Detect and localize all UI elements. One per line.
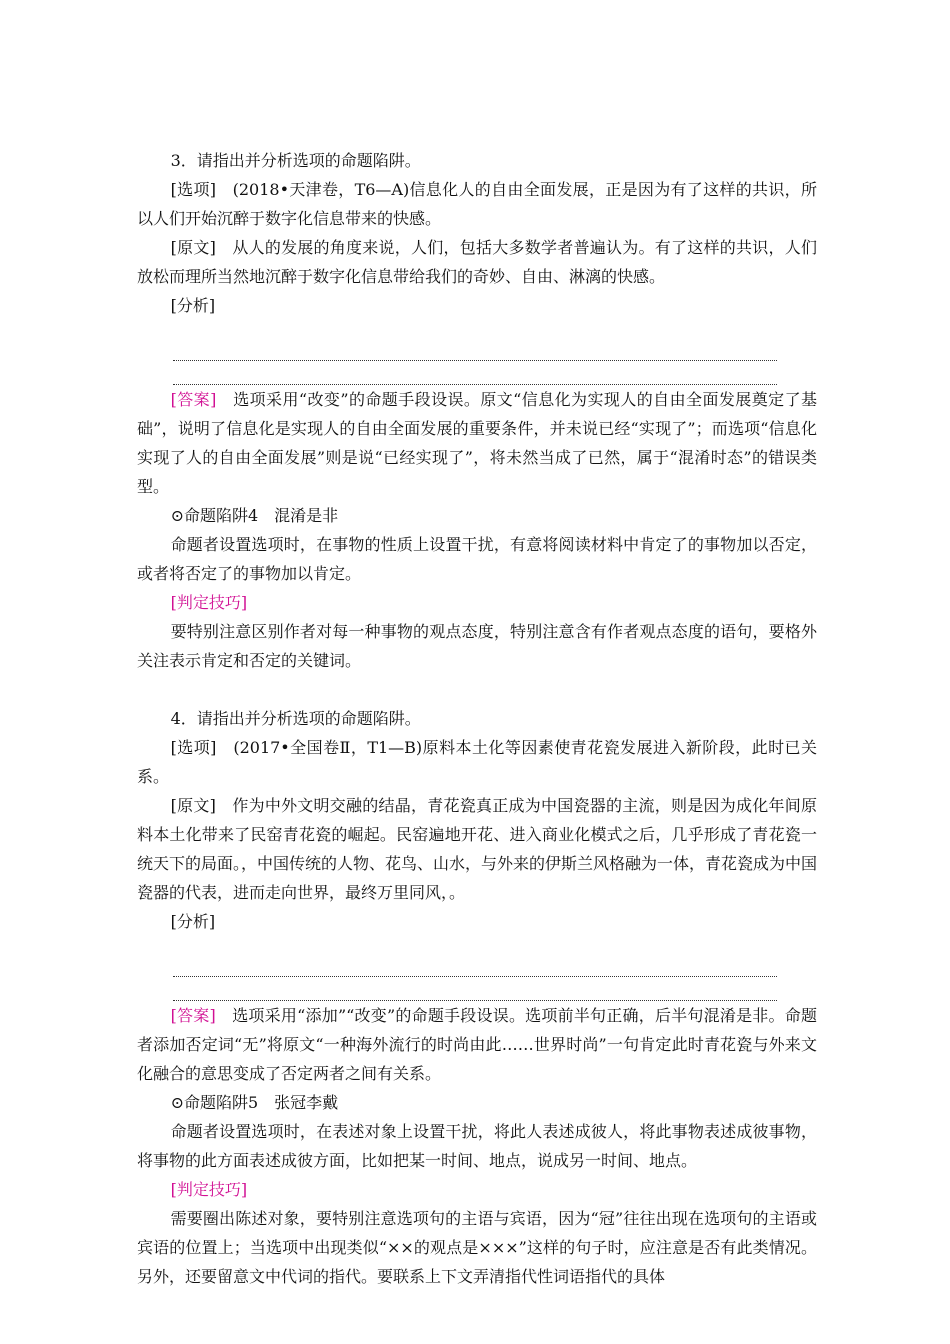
answer-blank-line[interactable]: [173, 361, 777, 385]
trap-4-description: 命题者设置选项时，在事物的性质上设置干扰，有意将阅读材料中肯定了的事物加以否定，或者将否定了的事物加以肯定。: [137, 535, 817, 583]
skill-label: [判定技巧]: [170, 1180, 248, 1199]
analysis-label-3: [分析]: [170, 296, 216, 315]
original-label: [原文]: [170, 238, 216, 257]
answer-paragraph-4: [137, 1001, 817, 1088]
option-text: (2018•天津卷，T6—A)信息化人的自由全面发展，正是因为有了这样的共识，所以人们开始沉醉于数字化信息带来的快感。: [137, 180, 817, 228]
answer-label: [答案]: [170, 1006, 216, 1025]
original-text: 从人的发展的角度来说，人们，包括大多数学者普遍认为。有了这样的共识，人们放松而理所当然地沉醉于数字化信息带给我们的奇妙、自由、淋漓的快感。: [137, 238, 817, 286]
analysis-label-4: [分析]: [170, 912, 216, 931]
option-paragraph-3: [137, 175, 817, 233]
trap-5-skill-text: 需要圈出陈述对象，要特别注意选项句的主语与宾语，因为“冠”往往出现在选项句的主语或宾语的位置上；当选项中出现类似“××的观点是×××”这样的句子时，应注意是否有此类情况。另外，还要留意文中代词的指代。要联系上下文弄清指代性词语指代的具体: [137, 1209, 817, 1286]
section-gap: [137, 675, 817, 704]
option-paragraph-4: [137, 733, 817, 791]
option-text: (2017•全国卷Ⅱ，T1—B)原料本土化等因素使青花瓷发展进入新阶段，此时已关系。: [137, 738, 817, 786]
skill-label: [判定技巧]: [170, 593, 248, 612]
original-label: [原文]: [170, 796, 216, 815]
trap-5-skill-label: [137, 1175, 817, 1204]
document-body: [137, 146, 817, 1291]
option-label: [选项]: [170, 738, 217, 757]
answer-text: 选项采用“改变”的命题手段设误。原文“信息化为实现人的自由全面发展奠定了基础”，说明了信息化是实现人的自由全面发展的重要条件，并未说已经“实现了”；而选项“信息化实现了人的自由全面发展”则是说“已经实现了”，将未然当成了已然，属于“混淆时态”的错误类型。: [137, 390, 817, 496]
question-4: 4．请指出并分析选项的命题陷阱。: [170, 709, 421, 728]
answer-label: [答案]: [170, 390, 217, 409]
question-3: 3．请指出并分析选项的命题陷阱。: [170, 151, 421, 170]
trap-5-description: 命题者设置选项时，在表述对象上设置干扰，将此人表述成彼人，将此事物表述成彼事物，将事物的此方面表述成彼方面，比如把某一时间、地点，说成另一时间、地点。: [137, 1122, 817, 1170]
option-label: [选项]: [170, 180, 217, 199]
answer-blank-line[interactable]: [173, 977, 777, 1001]
answer-blank-line[interactable]: [173, 936, 777, 977]
trap-5-heading: ⊙命题陷阱5 张冠李戴: [170, 1093, 339, 1112]
trap-4-skill-label: [137, 588, 817, 617]
answer-paragraph-3: [137, 385, 817, 501]
answer-text: 选项采用“添加”“改变”的命题手段设误。选项前半句正确，后半句混淆是非。命题者添加否定词“无”将原文“一种海外流行的时尚由此……世界时尚”一句肯定此时青花瓷与外来文化融合的意思变成了否定两者之间有关系。: [137, 1006, 817, 1083]
trap-4-skill-text: 要特别注意区别作者对每一种事物的观点态度，特别注意含有作者观点态度的语句，要格外关注表示肯定和否定的关键词。: [137, 622, 817, 670]
answer-blank-line[interactable]: [173, 320, 777, 361]
original-text: 作为中外文明交融的结晶，青花瓷真正成为中国瓷器的主流，则是因为成化年间原料本土化带来了民窑青花瓷的崛起。民窑遍地开花、进入商业化模式之后，几乎形成了青花瓷一统天下的局面。，中国传统的人物、花鸟、山水，与外来的伊斯兰风格融为一体，青花瓷成为中国瓷器的代表，进而走向世界，最终万里同风，。: [137, 796, 818, 902]
original-paragraph-4: [137, 791, 817, 907]
original-paragraph-3: [137, 233, 817, 291]
trap-4-heading: ⊙命题陷阱4 混淆是非: [170, 506, 339, 525]
